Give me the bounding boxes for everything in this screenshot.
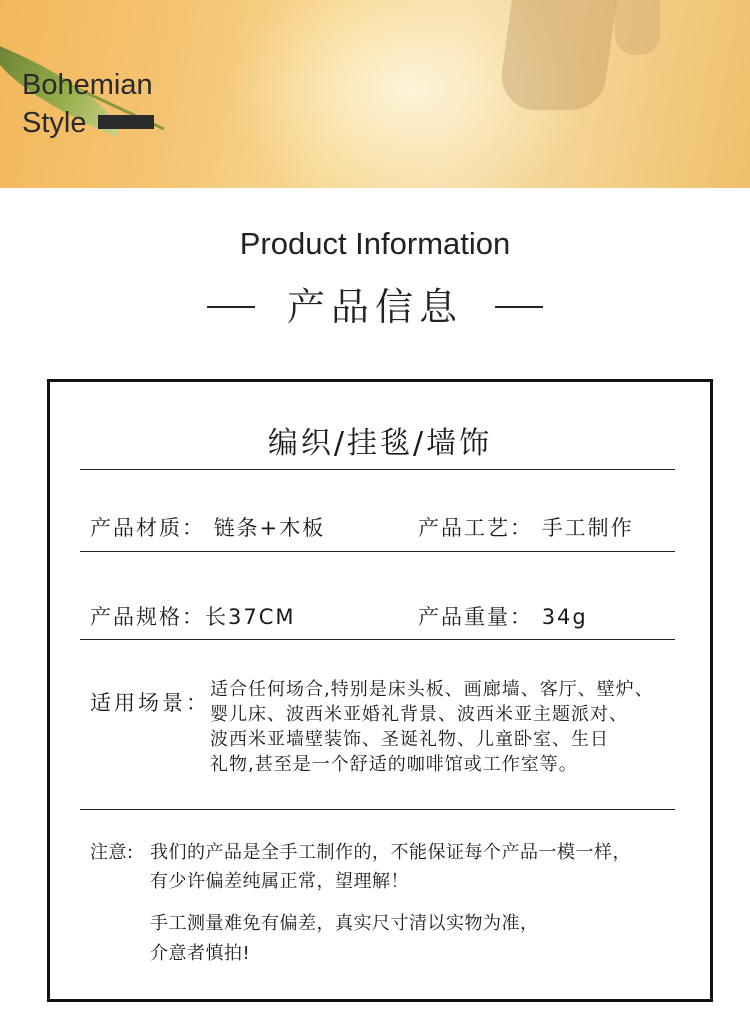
divider-1: [80, 469, 675, 470]
brand-text: [22, 66, 154, 142]
note-label: 注意:: [90, 842, 134, 863]
weight-label: 产品重量：: [418, 605, 533, 629]
spec-field: [90, 601, 296, 631]
usage-line: 礼物,甚至是一个舒适的咖啡馆或工作室等。: [210, 754, 578, 775]
weight-value: 34g: [541, 605, 588, 629]
note-line-4: 介意者慎拍!: [150, 943, 251, 964]
brand-line-2: Style: [22, 107, 87, 139]
section-title-en: Product Information: [239, 226, 511, 261]
note-line-2: 有少许偏差纯属正常，望理解！: [150, 871, 409, 892]
section-title-cn-row: [0, 276, 750, 331]
craft-label: 产品工艺：: [418, 516, 533, 540]
material-field: [90, 512, 325, 542]
section-title-cn: 产品信息: [286, 285, 463, 329]
divider-3: [80, 639, 675, 640]
divider-4: [80, 809, 675, 810]
title-dash-left: [207, 306, 255, 308]
divider-2: [80, 551, 675, 552]
product-info-card: [47, 379, 713, 1002]
spec-value: 长37CM: [205, 605, 296, 629]
title-dash-right: [495, 306, 543, 308]
brand-bar: [98, 115, 154, 129]
usage-text: [210, 677, 654, 777]
usage-line: 适合任何场合,特别是床头板、画廊墙、客厅、壁炉、: [210, 679, 654, 700]
lamp-shadow-small: [615, 0, 660, 55]
hero-banner: [0, 0, 750, 188]
brand-line-1: Bohemian: [22, 69, 153, 101]
note-line-1: 我们的产品是全手工制作的，不能保证每个产品一模一样，: [150, 842, 631, 863]
material-value: 链条+木板: [213, 516, 326, 540]
lamp-shadow: [497, 0, 619, 110]
usage-label: 适用场景：: [90, 691, 210, 715]
craft-value: 手工制作: [541, 516, 634, 540]
usage-line: 婴儿床、波西米亚婚礼背景、波西米亚主题派对、: [210, 704, 628, 725]
note-line-3: 手工测量难免有偏差，真实尺寸清以实物为准，: [150, 913, 539, 934]
card-title: 编织/挂毯/墙饰: [267, 426, 493, 461]
material-label: 产品材质：: [90, 516, 205, 540]
usage-line: 波西米亚墙壁装饰、圣诞礼物、儿童卧室、生日: [210, 729, 609, 750]
spec-label: 产品规格：: [90, 605, 205, 629]
craft-field: [418, 512, 634, 542]
weight-field: [418, 601, 588, 631]
